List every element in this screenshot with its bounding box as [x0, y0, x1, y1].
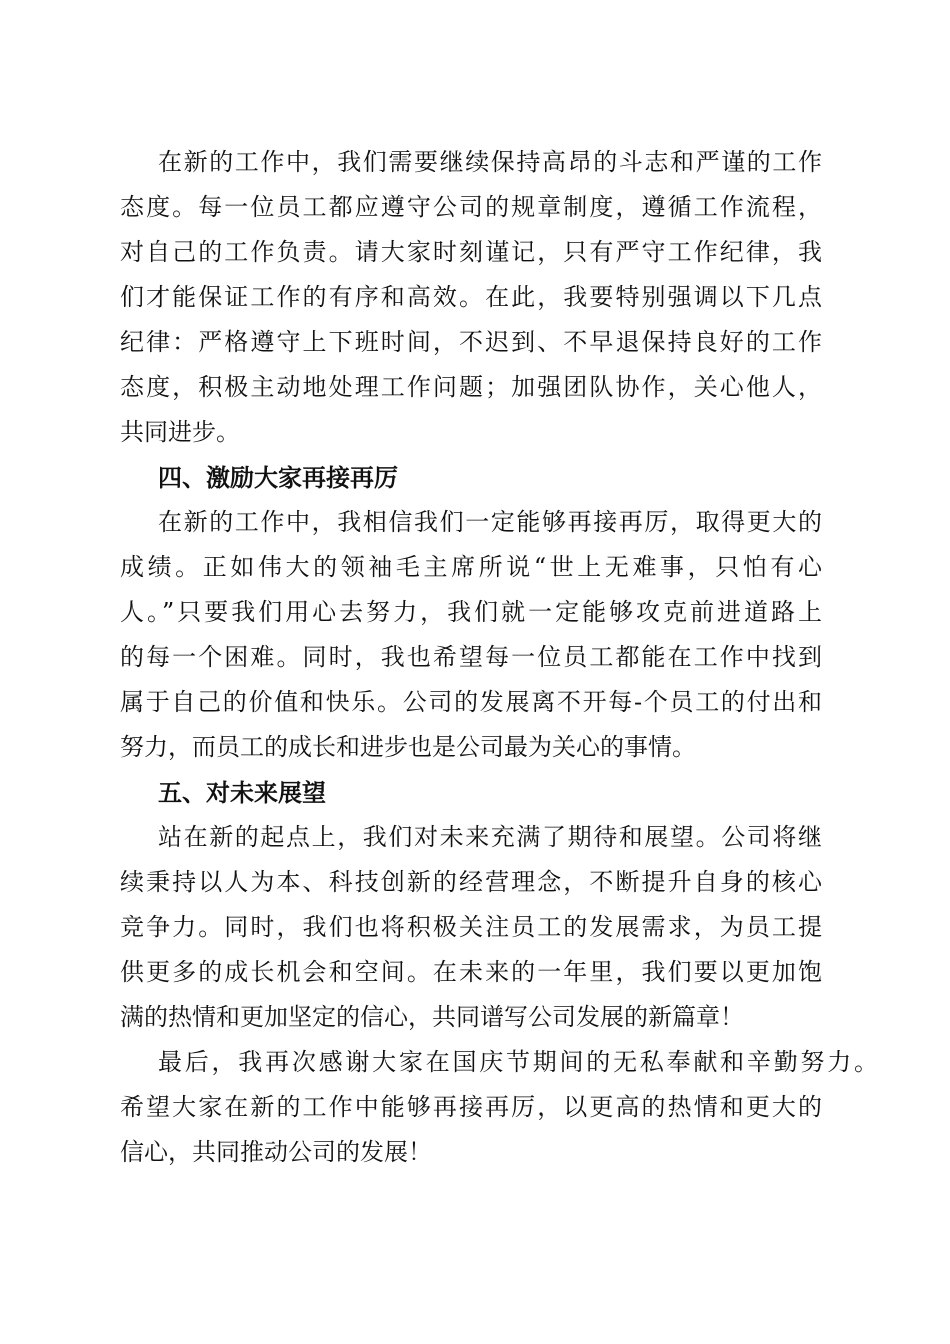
paragraph-discipline — [120, 140, 822, 455]
paragraph-outlook — [120, 815, 822, 1040]
text-line: 续秉持以人为本、科技创新的经营理念，不断提升自身的核心 — [120, 868, 822, 896]
text-line: 供更多的成长机会和空间。在未来的一年里，我们要以更加饱 — [120, 958, 822, 986]
text-line: 最后，我再次感谢大家在国庆节期间的无私奉献和辛勤努力。 — [158, 1048, 878, 1076]
text-line: 成绩。正如伟大的领袖毛主席所说“世上无难事，只怕有心 — [120, 553, 822, 581]
text-line: 满的热情和更加坚定的信心，共同谱写公司发展的新篇章！ — [120, 1003, 744, 1031]
text-line: 们才能保证工作的有序和高效。在此，我要特别强调以下几点 — [120, 283, 822, 311]
paragraph-closing — [120, 1040, 878, 1175]
text-line: 的每一个困难。同时，我也希望每一位员工都能在工作中找到 — [120, 643, 822, 671]
text-line: 态度，积极主动地处理工作问题；加强团队协作，关心他人， — [120, 373, 822, 401]
text-line: 希望大家在新的工作中能够再接再厉，以更高的热情和更大的 — [120, 1093, 822, 1121]
section-heading-5: 五、对未来展望 — [158, 778, 326, 807]
text-line: 在新的工作中，我相信我们一定能够再接再厉，取得更大的 — [158, 508, 822, 536]
text-line: 站在新的起点上，我们对未来充满了期待和展望。公司将继 — [158, 823, 822, 851]
text-line: 信心，共同推动公司的发展！ — [120, 1138, 432, 1166]
text-line: 态度。每一位员工都应遵守公司的规章制度，遵循工作流程， — [120, 193, 822, 221]
text-line: 属于自己的价值和快乐。公司的发展离不开每-个员工的付出和 — [120, 688, 822, 716]
text-line: 努力，而员工的成长和进步也是公司最为关心的事情。 — [120, 733, 696, 761]
text-line: 对自己的工作负责。请大家时刻谨记，只有严守工作纪律，我 — [120, 238, 822, 266]
text-line: 人。”只要我们用心去努力，我们就一定能够攻克前进道路上 — [120, 598, 822, 626]
text-line: 在新的工作中，我们需要继续保持高昂的斗志和严谨的工作 — [158, 148, 822, 176]
text-line: 共同进步。 — [120, 418, 240, 446]
text-line: 竞争力。同时，我们也将积极关注员工的发展需求，为员工提 — [120, 913, 822, 941]
text-line: 纪律：严格遵守上下班时间，不迟到、不早退保持良好的工作 — [120, 328, 822, 356]
paragraph-encouragement — [120, 500, 822, 770]
section-heading-4: 四、激励大家再接再厉 — [158, 463, 398, 492]
document-page — [120, 140, 878, 1175]
